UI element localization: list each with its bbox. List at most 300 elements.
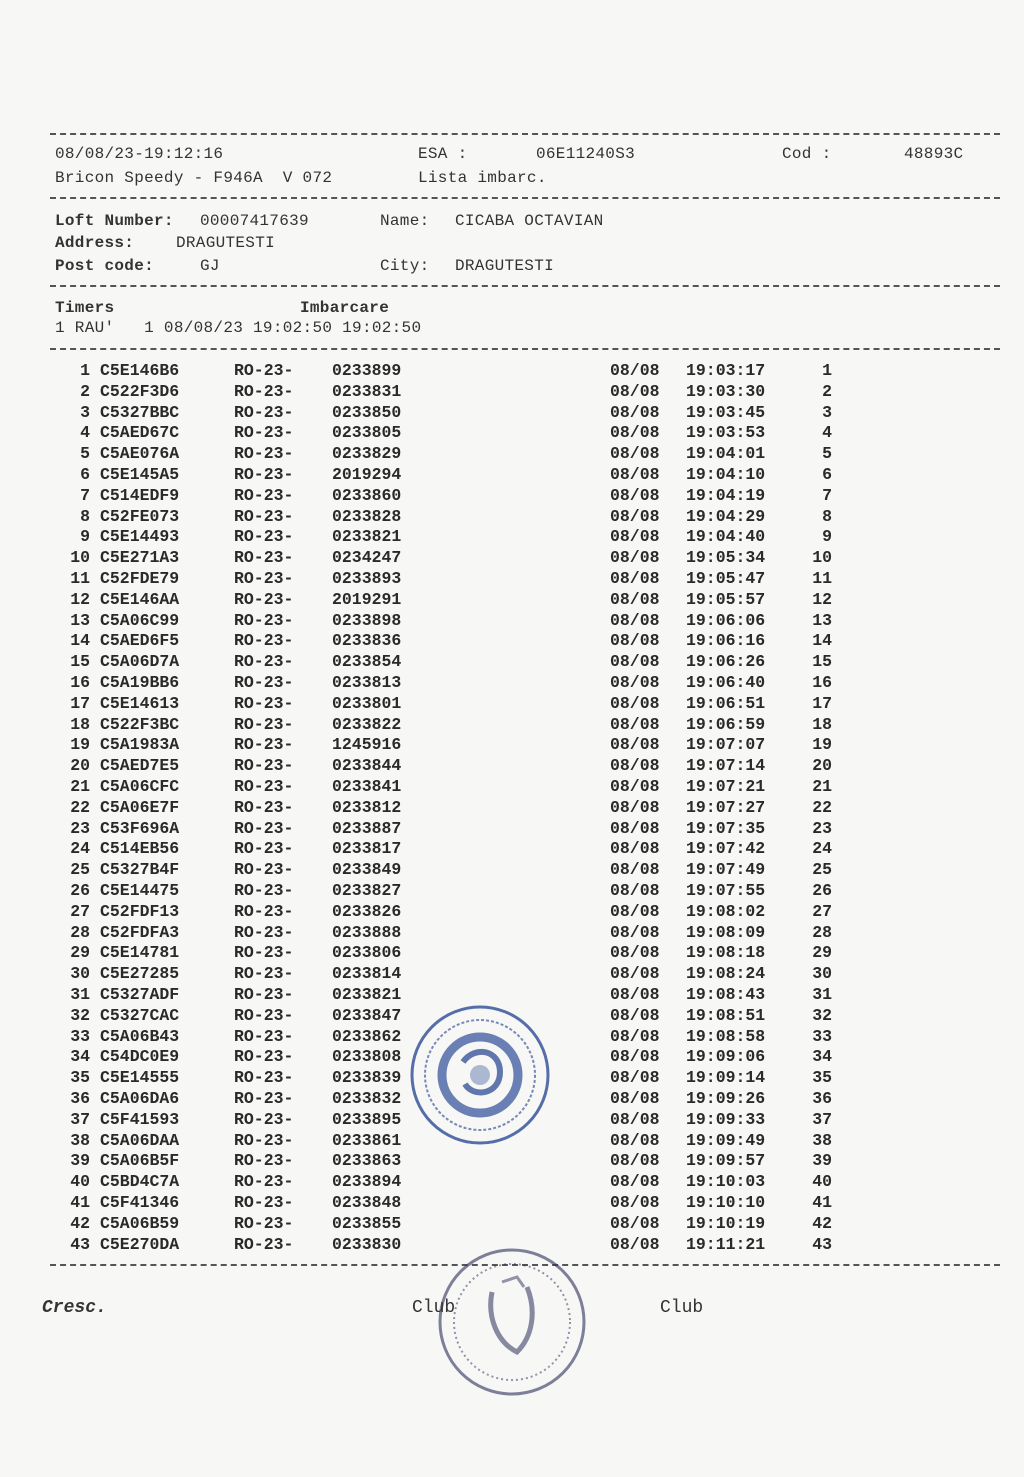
cell-prefix: RO-23- [234,777,294,796]
cell-time: 19:07:55 [686,881,766,900]
cell-id: C5AE076A [100,444,180,464]
cell-pos: 34 [812,1047,832,1067]
cell-pos: 11 [812,569,832,588]
cell-no: 22 [70,797,90,817]
cell-prefix: RO-23- [234,444,294,464]
cell-time: 19:03:30 [686,381,766,401]
cell-id: C5A06D7A [100,652,180,672]
cell-prefix: RO-23- [234,735,294,755]
cell-prefix: RO-23- [234,881,294,900]
cell-no: 23 [70,818,90,838]
cell-ring: 0233817 [332,839,402,859]
cell-date: 08/08 [610,1089,660,1108]
footer-club-1: Club [412,1298,456,1318]
cell-date: 08/08 [610,881,660,900]
cell-time: 19:11:21 [686,1234,766,1254]
cell-date: 08/08 [610,1109,660,1129]
cell-pos: 39 [812,1151,832,1171]
cell-prefix: RO-23- [234,361,294,380]
cell-ring: 0233805 [332,423,402,443]
cell-pos: 37 [812,1109,832,1129]
cell-time: 19:04:10 [686,465,766,484]
cell-id: C5A06DAA [100,1130,180,1150]
cell-time: 19:05:34 [686,548,766,568]
table-row [50,819,850,840]
cell-time: 19:04:40 [686,527,766,547]
cell-date: 08/08 [610,839,660,859]
table-row [50,839,850,860]
table-row [50,756,850,777]
table-row [50,881,850,902]
cell-id: C5327CAC [100,1005,180,1025]
cell-pos: 41 [812,1193,832,1212]
cell-pos: 17 [812,693,832,713]
cell-ring: 0233801 [332,693,402,713]
cell-date: 08/08 [610,1234,660,1254]
club-seal-stamp-2 [432,1242,592,1402]
cell-pos: 10 [812,548,832,568]
cell-ring: 0233887 [332,818,402,838]
cell-time: 19:06:59 [686,714,766,734]
table-row [50,548,850,569]
cell-no: 11 [70,569,90,588]
cell-time: 19:08:43 [686,985,766,1004]
cell-ring: 0233821 [332,527,402,547]
cell-no: 5 [80,444,90,464]
cell-time: 19:08:18 [686,943,766,963]
cell-date: 08/08 [610,693,660,713]
table-row [50,735,850,756]
cell-pos: 6 [822,465,832,484]
cell-time: 19:07:27 [686,797,766,817]
cell-pos: 20 [812,756,832,776]
cell-pos: 21 [812,777,832,796]
table-row [50,694,850,715]
cell-pos: 35 [812,1068,832,1088]
cell-date: 08/08 [610,1047,660,1067]
cell-ring: 0233827 [332,881,402,900]
cell-time: 19:10:03 [686,1172,766,1192]
cell-no: 12 [70,589,90,609]
cell-ring: 0233829 [332,444,402,464]
cell-id: C5A19BB6 [100,673,180,692]
cell-time: 19:07:14 [686,756,766,776]
cell-no: 15 [70,652,90,672]
list-title: Lista imbarc. [418,169,547,187]
cell-id: C514EDF9 [100,485,180,505]
cell-ring: 0233813 [332,673,402,692]
cell-prefix: RO-23- [234,1109,294,1129]
cell-no: 9 [80,527,90,547]
table-row [50,611,850,632]
address-value: DRAGUTESTI [176,234,276,252]
cell-ring: 0233831 [332,381,402,401]
cell-ring: 2019294 [332,465,402,484]
cell-prefix: RO-23- [234,465,294,484]
cell-prefix: RO-23- [234,756,294,776]
separator-timers [50,348,1000,350]
cell-date: 08/08 [610,1151,660,1171]
post-code-label: Post code: [55,257,155,275]
cell-time: 19:06:51 [686,693,766,713]
header-datetime: 08/08/23-19:12:16 [55,145,224,163]
cell-pos: 7 [822,485,832,505]
cell-prefix: RO-23- [234,1005,294,1025]
cell-pos: 4 [822,423,832,443]
cell-no: 43 [70,1234,90,1254]
cell-no: 4 [80,423,90,443]
cell-ring: 0233888 [332,922,402,942]
table-row [50,1214,850,1235]
table-row [50,943,850,964]
cell-no: 42 [70,1213,90,1233]
cell-no: 10 [70,548,90,568]
cell-prefix: RO-23- [234,1047,294,1067]
cell-pos: 1 [822,361,832,380]
table-row [50,631,850,652]
table-row [50,964,850,985]
cell-ring: 0233862 [332,1026,402,1046]
cell-time: 19:04:01 [686,444,766,464]
cell-time: 19:10:10 [686,1193,766,1212]
cell-pos: 14 [812,631,832,651]
cell-prefix: RO-23- [234,506,294,526]
cell-prefix: RO-23- [234,860,294,880]
cell-pos: 5 [822,444,832,464]
cell-ring: 0233850 [332,402,402,422]
cell-prefix: RO-23- [234,548,294,568]
cell-prefix: RO-23- [234,1130,294,1150]
cell-prefix: RO-23- [234,381,294,401]
cell-time: 19:09:14 [686,1068,766,1088]
cell-prefix: RO-23- [234,922,294,942]
cell-date: 08/08 [610,465,660,484]
cell-pos: 2 [822,381,832,401]
cell-prefix: RO-23- [234,1026,294,1046]
cell-pos: 13 [812,610,832,630]
post-code-value: GJ [200,257,220,275]
cell-time: 19:06:06 [686,610,766,630]
cell-time: 19:05:47 [686,569,766,588]
cell-ring: 0233894 [332,1172,402,1192]
cell-prefix: RO-23- [234,673,294,692]
cell-time: 19:04:29 [686,506,766,526]
cell-ring: 0233826 [332,901,402,921]
cell-ring: 0233832 [332,1089,402,1108]
cell-pos: 19 [812,735,832,755]
cell-pos: 16 [812,673,832,692]
cell-ring: 0233836 [332,631,402,651]
cell-ring: 0233830 [332,1234,402,1254]
esa-value: 06E11240S3 [536,145,636,163]
cell-no: 16 [70,673,90,692]
cell-time: 19:09:06 [686,1047,766,1067]
cell-ring: 0233895 [332,1109,402,1129]
cell-date: 08/08 [610,444,660,464]
cell-id: C5E146AA [100,589,180,609]
cell-ring: 0233863 [332,1151,402,1171]
cell-time: 19:07:21 [686,777,766,796]
cell-date: 08/08 [610,943,660,963]
cell-prefix: RO-23- [234,1089,294,1108]
cell-ring: 0233861 [332,1130,402,1150]
cell-id: C514EB56 [100,839,180,859]
cell-no: 26 [70,881,90,900]
cell-time: 19:03:45 [686,402,766,422]
cell-id: C5AED6F5 [100,631,180,651]
cell-prefix: RO-23- [234,631,294,651]
timers-label: Timers [55,299,115,317]
cell-prefix: RO-23- [234,797,294,817]
cell-date: 08/08 [610,756,660,776]
cell-id: C5A06E7F [100,797,180,817]
cell-date: 08/08 [610,381,660,401]
cell-ring: 0233841 [332,777,402,796]
cell-pos: 23 [812,818,832,838]
cell-date: 08/08 [610,797,660,817]
cell-time: 19:07:07 [686,735,766,755]
cell-time: 19:09:26 [686,1089,766,1108]
cell-time: 19:04:19 [686,485,766,505]
cell-date: 08/08 [610,1026,660,1046]
cell-ring: 0233844 [332,756,402,776]
cell-pos: 18 [812,714,832,734]
cell-no: 18 [70,714,90,734]
cell-time: 19:07:35 [686,818,766,838]
cell-pos: 29 [812,943,832,963]
cell-id: C5327ADF [100,985,180,1004]
cell-id: C5E14781 [100,943,180,963]
name-value: CICABA OCTAVIAN [455,212,604,230]
cell-ring: 0233839 [332,1068,402,1088]
cell-no: 3 [80,402,90,422]
table-row [50,423,850,444]
cell-time: 19:07:49 [686,860,766,880]
table-row [50,444,850,465]
cell-prefix: RO-23- [234,1172,294,1192]
cell-prefix: RO-23- [234,610,294,630]
cell-ring: 0233828 [332,506,402,526]
cell-id: C5F41346 [100,1193,180,1212]
cell-date: 08/08 [610,818,660,838]
cell-prefix: RO-23- [234,714,294,734]
cell-date: 08/08 [610,860,660,880]
cell-date: 08/08 [610,922,660,942]
cell-id: C5BD4C7A [100,1172,180,1192]
cell-time: 19:06:16 [686,631,766,651]
table-row [50,486,850,507]
table-row [50,1151,850,1172]
cell-time: 19:09:57 [686,1151,766,1171]
cell-pos: 38 [812,1130,832,1150]
cell-date: 08/08 [610,548,660,568]
cell-date: 08/08 [610,589,660,609]
table-row [50,715,850,736]
cell-pos: 8 [822,506,832,526]
club-seal-stamp [405,1000,555,1150]
cell-ring: 0233854 [332,652,402,672]
cell-prefix: RO-23- [234,1234,294,1254]
cell-id: C54DC0E9 [100,1047,180,1067]
cell-no: 17 [70,693,90,713]
cell-time: 19:03:53 [686,423,766,443]
cell-no: 13 [70,610,90,630]
cell-id: C5E27285 [100,964,180,984]
cell-no: 30 [70,964,90,984]
cell-no: 37 [70,1109,90,1129]
cell-pos: 31 [812,985,832,1004]
cell-no: 29 [70,943,90,963]
cell-pos: 36 [812,1089,832,1108]
cell-pos: 24 [812,839,832,859]
cell-ring: 0233899 [332,361,402,380]
cell-prefix: RO-23- [234,1151,294,1171]
cell-ring: 0233808 [332,1047,402,1067]
table-row [50,569,850,590]
cell-id: C5AED67C [100,423,180,443]
cell-pos: 32 [812,1005,832,1025]
cell-id: C5A06CFC [100,777,180,796]
cell-id: C5E14613 [100,693,180,713]
cell-ring: 0233814 [332,964,402,984]
cell-prefix: RO-23- [234,589,294,609]
cell-no: 2 [80,381,90,401]
cell-id: C5E146B6 [100,361,180,380]
cell-pos: 30 [812,964,832,984]
cell-id: C5AED7E5 [100,756,180,776]
cell-date: 08/08 [610,569,660,588]
cell-date: 08/08 [610,1005,660,1025]
cell-date: 08/08 [610,1172,660,1192]
cell-no: 1 [80,361,90,380]
cell-time: 19:03:17 [686,361,766,380]
table-row [50,382,850,403]
cell-no: 14 [70,631,90,651]
cell-ring: 0233855 [332,1213,402,1233]
cell-id: C5E145A5 [100,465,180,484]
cell-time: 19:05:57 [686,589,766,609]
cell-no: 41 [70,1193,90,1212]
table-row [50,798,850,819]
cell-time: 19:08:51 [686,1005,766,1025]
table-row [50,465,850,486]
cell-prefix: RO-23- [234,402,294,422]
cell-prefix: RO-23- [234,1068,294,1088]
loft-number-value: 00007417639 [200,212,309,230]
separator-loft [50,285,1000,287]
cell-prefix: RO-23- [234,652,294,672]
cell-ring: 0233848 [332,1193,402,1212]
cell-id: C53F696A [100,818,180,838]
cell-no: 31 [70,985,90,1004]
cell-no: 7 [80,485,90,505]
cell-prefix: RO-23- [234,693,294,713]
cell-time: 19:09:49 [686,1130,766,1150]
cell-time: 19:06:40 [686,673,766,692]
cell-date: 08/08 [610,714,660,734]
cell-no: 20 [70,756,90,776]
cell-no: 34 [70,1047,90,1067]
cell-no: 21 [70,777,90,796]
separator-header [50,197,1000,199]
cell-time: 19:08:58 [686,1026,766,1046]
cell-time: 19:08:09 [686,922,766,942]
table-row [50,673,850,694]
cell-ring: 0233822 [332,714,402,734]
cell-date: 08/08 [610,777,660,796]
cell-id: C5A06B43 [100,1026,180,1046]
cell-date: 08/08 [610,964,660,984]
cell-ring: 2019291 [332,589,402,609]
cell-date: 08/08 [610,631,660,651]
imbarcare-label: Imbarcare [300,299,390,317]
cell-id: C5E14475 [100,881,180,900]
cell-pos: 12 [812,589,832,609]
cell-date: 08/08 [610,673,660,692]
cell-date: 08/08 [610,527,660,547]
cell-ring: 0233893 [332,569,402,588]
cell-prefix: RO-23- [234,901,294,921]
cell-ring: 0233898 [332,610,402,630]
cell-id: C52FE073 [100,506,180,526]
cell-no: 35 [70,1068,90,1088]
table-row [50,527,850,548]
cell-id: C5327B4F [100,860,180,880]
cell-pos: 28 [812,922,832,942]
table-row [50,403,850,424]
cell-no: 24 [70,839,90,859]
cell-no: 27 [70,901,90,921]
separator-top [50,133,1000,135]
cell-ring: 0233806 [332,943,402,963]
cell-pos: 15 [812,652,832,672]
cell-prefix: RO-23- [234,943,294,963]
timer-row: 1 RAU' 1 08/08/23 19:02:50 19:02:50 [55,319,422,337]
cell-ring: 0233847 [332,1005,402,1025]
cod-label: Cod : [782,145,832,163]
cell-date: 08/08 [610,361,660,380]
table-row [50,361,850,382]
cell-id: C52FDE79 [100,569,180,588]
cell-prefix: RO-23- [234,839,294,859]
cell-date: 08/08 [610,610,660,630]
table-row [50,652,850,673]
cell-id: C5E14493 [100,527,180,547]
cell-no: 33 [70,1026,90,1046]
cell-prefix: RO-23- [234,1193,294,1212]
cell-pos: 43 [812,1234,832,1254]
cell-time: 19:06:26 [686,652,766,672]
cell-id: C5A06B59 [100,1213,180,1233]
cell-id: C5327BBC [100,402,180,422]
cell-no: 32 [70,1005,90,1025]
cell-id: C5F41593 [100,1109,180,1129]
cell-id: C52FDFA3 [100,922,180,942]
device-name: Bricon Speedy - F946A V 072 [55,169,333,187]
table-row [50,923,850,944]
cell-prefix: RO-23- [234,423,294,443]
cell-no: 19 [70,735,90,755]
cell-time: 19:07:42 [686,839,766,859]
cell-no: 8 [80,506,90,526]
cell-ring: 0233812 [332,797,402,817]
cell-ring: 0233849 [332,860,402,880]
cell-time: 19:08:02 [686,901,766,921]
cell-no: 25 [70,860,90,880]
cell-id: C5A06DA6 [100,1089,180,1108]
table-row [50,1172,850,1193]
cell-pos: 3 [822,402,832,422]
